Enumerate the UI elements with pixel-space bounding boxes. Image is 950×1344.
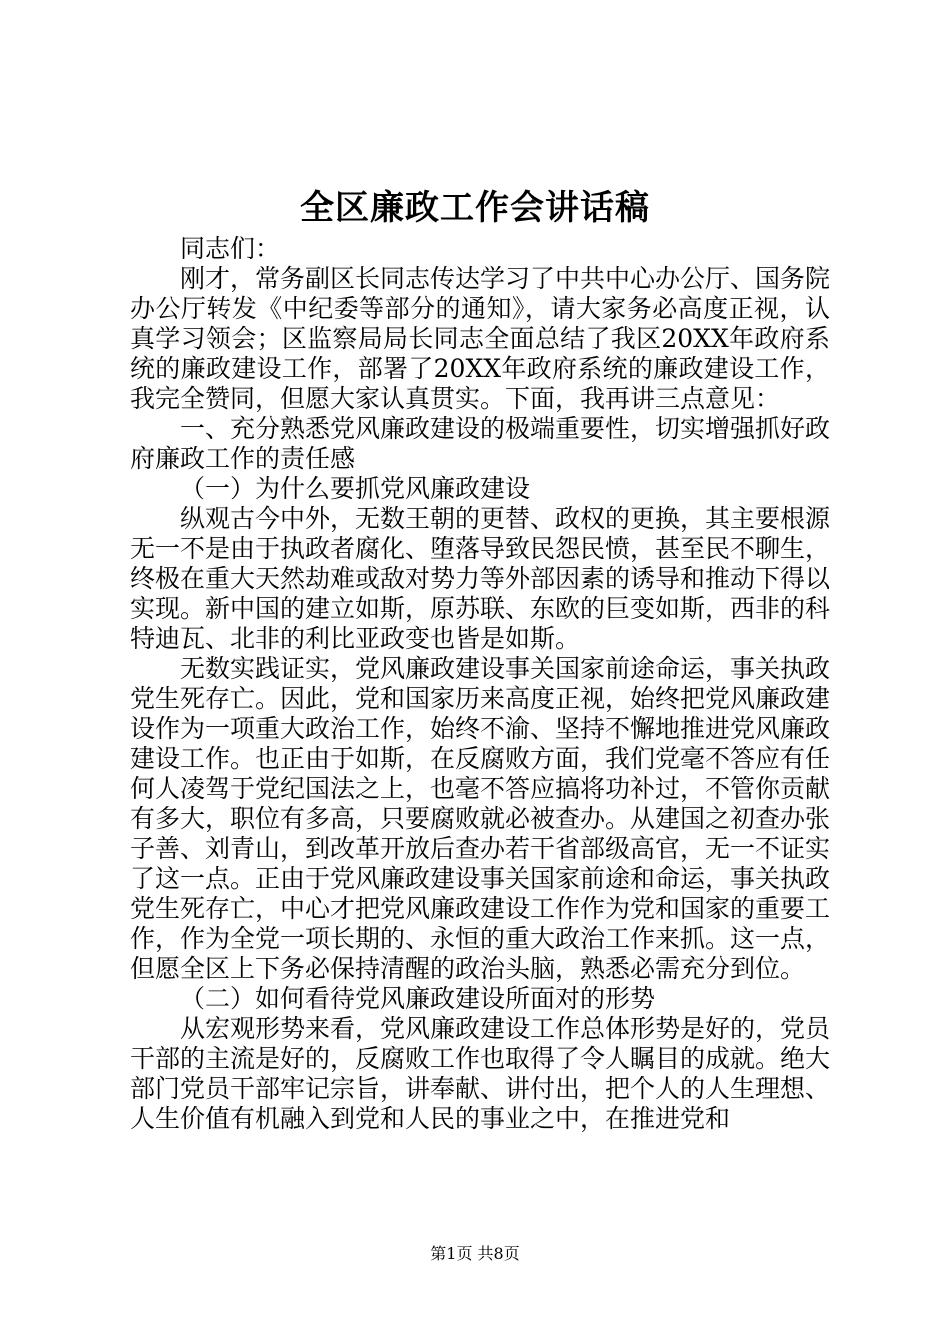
section-heading-1: 一、充分熟悉党风廉政建设的极端重要性，切实增强抓好政府廉政工作的责任感 xyxy=(130,414,831,473)
document-body xyxy=(130,234,830,1134)
paragraph-salutation: 同志们： xyxy=(180,234,281,263)
subsection-heading-2: （二）如何看待党风廉政建设所面对的形势 xyxy=(180,984,656,1013)
subsection-heading-1: （一）为什么要抓党风廉政建设 xyxy=(180,474,531,503)
document-title: 全区廉政工作会讲话稿 xyxy=(300,188,650,228)
paragraph-situation: 从宏观形势来看，党风廉政建设工作总体形势是好的，党员干部的主流是好的，反腐败工作也取得了令人瞩目的成就。绝大部门党员干部牢记宗旨，讲奉献、讲付出，把个人的人生理想、人生价值有机融入到党和人民的事业之中，在推进党和 xyxy=(130,1014,831,1133)
paragraph-practice: 无数实践证实，党风廉政建设事关国家前途命运，事关执政党生死存亡。因此，党和国家历来高度正视，始终把党风廉政建设作为一项重大政治工作，始终不渝、坚持不懈地推进党风廉政建设工作。也正由于如斯，在反腐败方面，我们党毫不答应有任何人凌驾于党纪国法之上，也毫不答应搞将功补过，不管你贡献有多大，职位有多高，只要腐败就必被查办。从建国之初查办张子善、刘青山，到改革开放后查办若干省部级高官，无一不证实了这一点。正由于党风廉政建设事关国家前途和命运，事关执政党生死存亡，中心才把党风廉政建设工作作为党和国家的重要工作，作为全党一项长期的、永恒的重大政治工作来抓。这一点，但愿全区上下务必保持清醒的政治头脑，熟悉必需充分到位。 xyxy=(130,654,831,983)
paragraph-intro: 刚才，常务副区长同志传达学习了中共中心办公厅、国务院办公厅转发《中纪委等部分的通知》，请大家务必高度正视，认真学习领会；区监察局局长同志全面总结了我区20XX年政府系统的廉政建设工作，部署了20XX年政府系统的廉政建设工作，我完全赞同，但愿大家认真贯实。下面，我再讲三点意见： xyxy=(130,264,831,413)
page-footer: 第1页 共8页 xyxy=(430,1244,520,1263)
paragraph-history: 纵观古今中外，无数王朝的更替、政权的更换，其主要根源无一不是由于执政者腐化、堕落导致民怨民愤，甚至民不聊生，终极在重大天然劫难或敌对势力等外部因素的诱导和推动下得以实现。新中国的建立如斯，原苏联、东欧的巨变如斯，西非的科特迪瓦、北非的利比亚政变也皆是如斯。 xyxy=(130,504,831,653)
